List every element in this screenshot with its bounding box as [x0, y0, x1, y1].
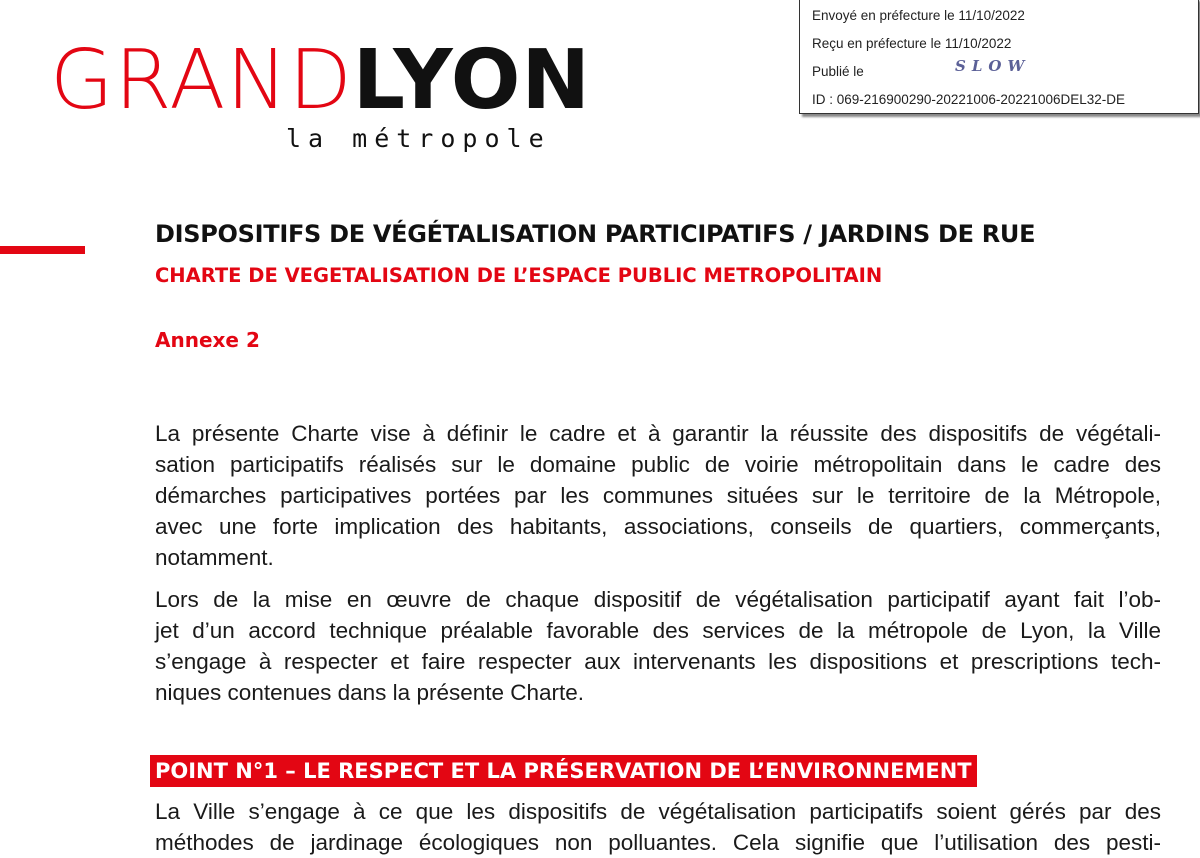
stamp-sent: Envoyé en préfecture le 11/10/2022	[812, 8, 1025, 23]
paragraph-commitment	[155, 584, 1161, 708]
paragraph-line: niques contenues dans la présente Charte.	[155, 680, 585, 705]
logo-wordmark	[50, 33, 592, 128]
paragraph-point-1	[155, 796, 1161, 858]
point-1-heading: POINT N°1 – LE RESPECT ET LA PRÉSERVATION DE L’ENVIRONNEMENT	[150, 755, 977, 787]
paragraph-line: La présente Charte vise à définir le cadre et à garantir la réussite des dispositifs de végétali-	[155, 421, 1161, 446]
prefecture-stamp	[799, 0, 1199, 114]
paragraph-line: jet d’un accord technique préalable favorable des services de la métropole de Lyon, la Ville	[155, 618, 1161, 643]
paragraph-line: La Ville s’engage à ce que les dispositifs de végétalisation participatifs soient gérés par des	[155, 799, 1161, 824]
document-subtitle: CHARTE DE VEGETALISATION DE L’ESPACE PUBLIC METROPOLITAIN	[155, 264, 883, 287]
paragraph-line: Lors de la mise en œuvre de chaque dispositif de végétalisation participatif ayant fait l’ob-	[155, 587, 1161, 612]
stamp-received: Reçu en préfecture le 11/10/2022	[812, 36, 1012, 51]
logo-grand: GRAND	[50, 33, 353, 128]
paragraph-line: démarches participatives portées par les communes situées sur le territoire de la Métropole,	[155, 483, 1161, 508]
annex-label: Annexe 2	[155, 328, 260, 352]
paragraph-line: méthodes de jardinage écologiques non polluantes. Cela signifie que l’utilisation des pesti-	[155, 830, 1161, 855]
stamp-id: ID : 069-216900290-20221006-20221006DEL32-DE	[812, 92, 1125, 107]
logo-lyon: LYON	[352, 33, 592, 128]
paragraph-line: sation participatifs réalisés sur le domaine public de voirie métropolitain dans le cadre des	[155, 452, 1161, 477]
document-title: DISPOSITIFS DE VÉGÉTALISATION PARTICIPATIFS / JARDINS DE RUE	[155, 220, 1036, 248]
paragraph-line: avec une forte implication des habitants, associations, conseils de quartiers, commerçants,	[155, 514, 1161, 539]
red-accent-bar	[0, 246, 85, 254]
grand-lyon-logo	[50, 33, 592, 153]
paragraph-intro	[155, 418, 1161, 573]
paragraph-line: notamment.	[155, 545, 274, 570]
stamp-published: Publié le	[812, 64, 864, 79]
paragraph-line: s’engage à respecter et faire respecter aux intervenants les dispositions et prescriptions tech-	[155, 649, 1161, 674]
logo-subtitle: la métropole	[286, 124, 551, 153]
slow-seal: SLOW	[955, 57, 1031, 75]
